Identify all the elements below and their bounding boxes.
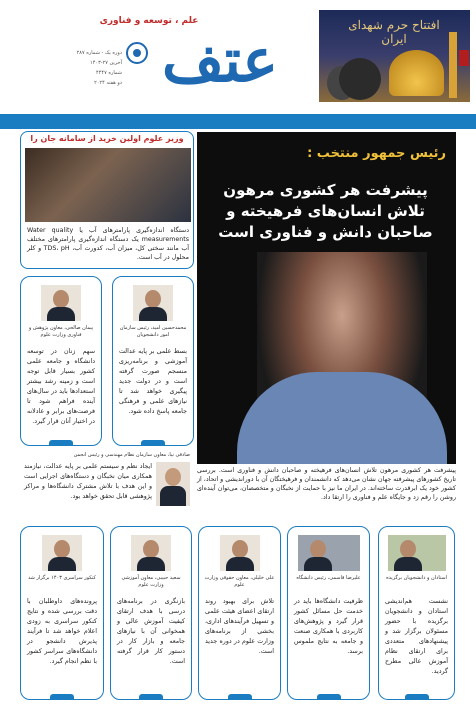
news-card[interactable]	[20, 526, 104, 700]
card-tab	[49, 440, 73, 446]
news-card[interactable]	[20, 276, 102, 446]
banner-image[interactable]	[319, 10, 470, 102]
card-tab	[139, 694, 163, 700]
person-name: محمدحسین امید، رئیس سازمان امور دانشجویان	[119, 325, 187, 338]
news-card[interactable]	[378, 526, 455, 700]
mid-story[interactable]	[20, 452, 194, 514]
card-text: بازنگری در برنامه‌های درسی با هدف ارتقای کیفیت آموزش عالی و همخوانی آن با نیازهای جامعه و بازار کار در دستور کار قرار گرفته است.	[117, 598, 185, 665]
card-text: تلاش برای بهبود روند ارتقای اعضای هیئت علمی و تسهیل فرآیندهای اداری، بخشی از برنامه‌های وزارت علوم در دوره جدید است.	[205, 598, 274, 655]
person-photo	[220, 535, 260, 571]
event-photo	[298, 535, 360, 571]
news-card[interactable]	[287, 526, 370, 700]
bottom-margin	[0, 704, 476, 713]
person-photo	[133, 285, 173, 321]
card-tab	[50, 694, 74, 700]
person-photo	[42, 535, 82, 571]
card-text: ظرفیت دانشگاه‌ها باید در خدمت حل مسائل کشور قرار گیرد و پژوهش‌های کاربردی با همکاری صنعت و جامعه به نتایج ملموس برسد.	[294, 598, 363, 655]
newspaper-logo[interactable]: عتف	[161, 26, 278, 96]
card-tab	[317, 694, 341, 700]
issue-line: آخرین ۲۷-۱۴۰۳	[90, 60, 122, 66]
mid-story-headline: صادقی نیا، معاون سازمان نظام مهندسی و رئیس انجمن	[73, 452, 190, 458]
portrait-icon	[339, 58, 381, 100]
issue-line: دو هفته ۲۰۲۴	[94, 80, 122, 86]
news-card[interactable]	[198, 526, 281, 700]
flag-icon	[459, 50, 469, 66]
issue-line: شماره ۴۴۴۷	[96, 70, 122, 76]
card-text: پرونده‌های داوطلبان با دقت بررسی شده و نتایج کنکور سراسری به زودی اعلام خواهد شد تا فرآیند پذیرش دانشجو در دانشگاه‌های سراسر کشور با نظم انجام گیرد.	[27, 598, 97, 665]
issue-info	[62, 48, 122, 98]
card-headline: علیرضا قاسمی، رئیس دانشگاه	[296, 575, 361, 581]
left-top-body-text: دستگاه اندازه‌گیری پارامترهای آب یا Water quality measurements یک دستگاه اندازه‌گیری پارامترهای مختلف آب مانند سختی کل، میزان آب، کدورت آب، TDS، pH و کلر محلول در آب است.	[27, 227, 189, 261]
event-photo	[388, 535, 446, 571]
card-text: سهم زنان در توسعه دانشگاه و جامعه علمی کشور بسیار قابل توجه است و زمینه رشد بیشتر استعدادها باید در سال‌های آینده فراهم شود تا فرصت‌های برابر و عادلانه در اختیار آنان قرار گیرد.	[27, 348, 95, 425]
left-top-body	[27, 226, 189, 264]
minaret-icon	[449, 32, 457, 98]
shrine-dome-icon	[389, 50, 444, 96]
lead-kicker: رئیس جمهور منتخب :	[307, 146, 446, 161]
lead-story-image[interactable]	[197, 132, 456, 464]
masthead	[0, 0, 476, 112]
card-tab	[141, 440, 165, 446]
emblem-icon	[126, 42, 148, 64]
left-top-story[interactable]	[20, 131, 194, 269]
left-top-photo	[25, 148, 191, 222]
card-tab	[228, 694, 252, 700]
news-card[interactable]	[112, 276, 194, 446]
lead-caption	[197, 466, 456, 514]
person-name: پیمان صالحی، معاون پژوهش و فناوری وزارت علوم	[28, 325, 94, 338]
top-color-bar	[0, 114, 476, 129]
card-text: نشست هم‌اندیشی استادان و دانشجویان برگزیده با حضور مسئولان برگزار شد و پیشنهادهای متعددی برای ارتقای نظام آموزش عالی مطرح گردید.	[385, 598, 448, 675]
person-name: سعید حبیبی، معاون آموزشی وزارت علوم	[121, 575, 181, 588]
person-photo	[131, 535, 171, 571]
card-tab	[405, 694, 429, 700]
left-top-headline[interactable]: وزیر علوم اولین خرید از سامانه جان را	[30, 134, 184, 143]
newspaper-tagline: علم ، توسعه و فناوری	[99, 16, 199, 26]
news-card[interactable]	[110, 526, 192, 700]
card-text: بسط علمی بر پایه عدالت آموزشی و برنامه‌ریزی منسجم صورت گرفته است و در دولت جدید پیگیری خواهد شد تا نیازهای علمی و فرهنگی جامعه پاسخ داده شود.	[119, 348, 187, 415]
lead-headline[interactable]: پیشرفت هر کشوری مرهون تلاش انسان‌های فرهیخته و صاحبان دانش و فناوری است	[218, 181, 433, 241]
card-headline: استادان و دانشجویان برگزیده	[386, 575, 447, 581]
banner-calligraphy: افتتاح حرم شهدای ایران	[348, 18, 440, 46]
person-photo	[156, 462, 190, 506]
person-name: علی خلیلی، معاون حقوقی وزارت علوم	[204, 575, 275, 588]
lead-caption-text: پیشرفت هر کشوری مرهون تلاش انسان‌های فرهیخته و صاحبان دانش و فناوری است. بررسی تاریخ کشورهای پیشرفته جهان نشان می‌دهد که دانشمندان و فرهیختگان آن با دوراندیشی و اتحاد، از کشور خود یک ابرقدرت ساخته‌اند. در ایران ما نیز با حمایت از نخبگان و متخصصان، می‌توان آینده‌ای روشن را رقم زد و جایگاه علم و فناوری را ارتقا داد.	[197, 467, 456, 501]
mid-story-text: ایجاد نظم و سیستم علمی بر پایه عدالت، نیازمند همکاری میان نخبگان و دستگاه‌های اجرایی است و این هدف با تلاش مشترک دانشگاه‌ها و مراکز پژوهشی قابل تحقق خواهد بود.	[24, 463, 152, 500]
issue-line: دوره یک - شماره ۲۸۷	[76, 50, 122, 56]
person-name: کنکور سراسری ۱۴۰۳ برگزار شد	[28, 575, 96, 581]
person-photo	[41, 285, 81, 321]
